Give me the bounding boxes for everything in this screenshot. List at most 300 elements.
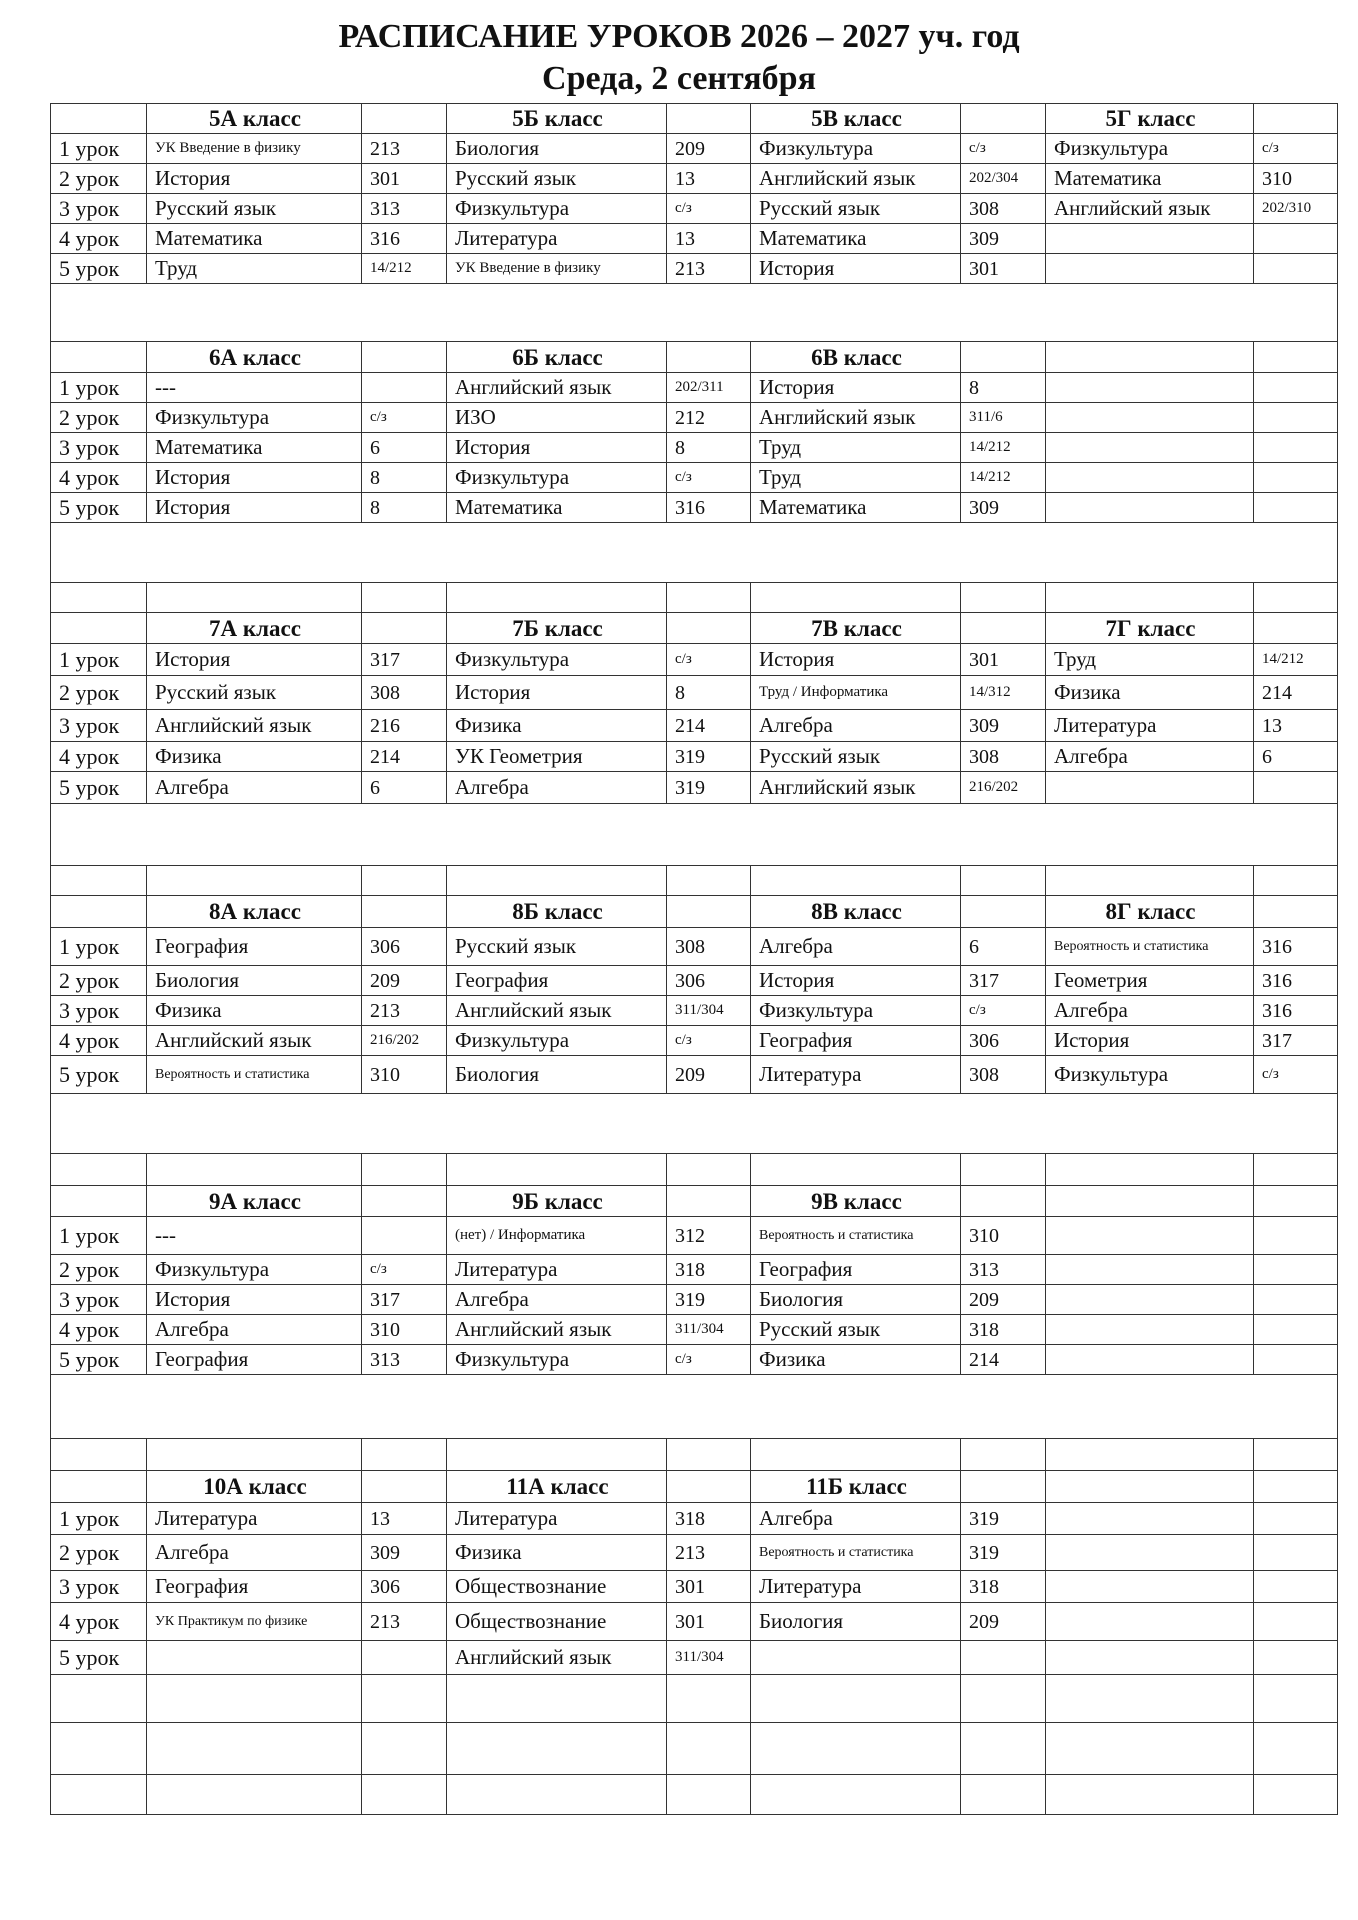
class-header-row (51, 104, 1338, 134)
spacer-cell (362, 866, 447, 896)
room-cell: 310 (961, 1217, 1046, 1255)
spacer-cell (1046, 1675, 1254, 1723)
room-cell: 202/311 (667, 373, 751, 403)
room-cell: 8 (362, 493, 447, 523)
room-cell (1254, 1571, 1338, 1603)
spacer-cell (51, 866, 147, 896)
lesson-row (51, 1641, 1338, 1675)
spacer-cell (147, 1723, 362, 1775)
room-cell: 214 (1254, 676, 1338, 710)
room-cell: 309 (362, 1535, 447, 1571)
subject-cell: Физкультура (147, 403, 362, 433)
lesson-number: 2 урок (51, 1255, 147, 1285)
room-cell: 13 (362, 1503, 447, 1535)
spacer-cell (447, 866, 667, 896)
subject-cell: Английский язык (147, 710, 362, 742)
spacer-cell (1046, 1439, 1254, 1471)
room-cell (362, 1217, 447, 1255)
lesson-number: 4 урок (51, 1026, 147, 1056)
room-header-cell (1254, 104, 1338, 134)
room-cell: 214 (961, 1345, 1046, 1375)
room-cell: 319 (667, 742, 751, 772)
lesson-number: 1 урок (51, 928, 147, 966)
room-cell: 306 (667, 966, 751, 996)
subject-cell: Английский язык (447, 996, 667, 1026)
lesson-row (51, 463, 1338, 493)
spacer-cell (51, 804, 1338, 866)
subject-cell: История (447, 676, 667, 710)
room-header-cell (667, 1471, 751, 1503)
class-name: 10А класс (147, 1471, 362, 1503)
room-cell: 317 (961, 966, 1046, 996)
subject-cell: Русский язык (751, 1315, 961, 1345)
lesson-row (51, 996, 1338, 1026)
spacer-cell (667, 1723, 751, 1775)
lesson-row (51, 493, 1338, 523)
spacer-cell (1254, 1675, 1338, 1723)
room-cell: 319 (667, 1285, 751, 1315)
spacer-cell (147, 1439, 362, 1471)
lesson-row (51, 742, 1338, 772)
class-name: 9Б класс (447, 1186, 667, 1217)
subject-cell: Физика (1046, 676, 1254, 710)
spacer-cell (51, 523, 1338, 583)
subject-cell: Английский язык (447, 373, 667, 403)
spacer-cell (147, 866, 362, 896)
spacer-cell (1046, 866, 1254, 896)
room-header-cell (362, 1186, 447, 1217)
lesson-number: 5 урок (51, 254, 147, 284)
subject-cell: История (447, 433, 667, 463)
subject-cell: Английский язык (1046, 194, 1254, 224)
subject-cell: История (147, 463, 362, 493)
spacer-row (51, 1723, 1338, 1775)
subject-cell: Алгебра (447, 772, 667, 804)
subject-cell: География (751, 1026, 961, 1056)
spacer-cell (961, 1154, 1046, 1186)
room-cell: 317 (362, 644, 447, 676)
subject-cell: Биология (147, 966, 362, 996)
room-cell (1254, 1285, 1338, 1315)
subject-cell: География (147, 928, 362, 966)
lesson-number: 2 урок (51, 164, 147, 194)
room-cell: 6 (1254, 742, 1338, 772)
subject-cell (1046, 463, 1254, 493)
lesson-number: 1 урок (51, 1217, 147, 1255)
class-header-row (51, 342, 1338, 373)
spacer-row (51, 1094, 1338, 1154)
room-cell: 301 (961, 644, 1046, 676)
spacer-row (51, 1154, 1338, 1186)
subject-cell: Литература (447, 224, 667, 254)
spacer-cell (667, 1154, 751, 1186)
room-cell: 209 (961, 1285, 1046, 1315)
lesson-number: 3 урок (51, 1285, 147, 1315)
room-cell: 14/212 (362, 254, 447, 284)
room-cell: 13 (667, 164, 751, 194)
class-name: 5В класс (751, 104, 961, 134)
class-name: 6Б класс (447, 342, 667, 373)
spacer-row (51, 1375, 1338, 1439)
lesson-row (51, 1285, 1338, 1315)
subject-cell: Биология (447, 134, 667, 164)
spacer-cell (51, 1675, 147, 1723)
subject-cell: Физкультура (447, 194, 667, 224)
class-name: 7В класс (751, 613, 961, 644)
room-header-cell (667, 342, 751, 373)
room-cell: 216/202 (362, 1026, 447, 1056)
subject-cell: Вероятность и статистика (751, 1217, 961, 1255)
room-cell (1254, 1315, 1338, 1345)
lesson-number: 3 урок (51, 1571, 147, 1603)
subject-cell: Физкультура (1046, 1056, 1254, 1094)
class-name: 6В класс (751, 342, 961, 373)
spacer-cell (1254, 1154, 1338, 1186)
room-cell: 310 (362, 1315, 447, 1345)
subject-cell: Геометрия (1046, 966, 1254, 996)
room-cell: 14/212 (961, 463, 1046, 493)
lesson-number: 5 урок (51, 772, 147, 804)
lesson-number: 3 урок (51, 710, 147, 742)
lesson-number: 2 урок (51, 966, 147, 996)
room-cell: 216 (362, 710, 447, 742)
spacer-row (51, 804, 1338, 866)
class-name: 5Г класс (1046, 104, 1254, 134)
subject-cell: История (1046, 1026, 1254, 1056)
spacer-cell (1046, 1723, 1254, 1775)
page-title: РАСПИСАНИЕ УРОКОВ 2026 – 2027 уч. год (338, 18, 1020, 55)
subject-cell: Труд (1046, 644, 1254, 676)
room-cell (1254, 463, 1338, 493)
spacer-cell (447, 583, 667, 613)
room-cell: 308 (961, 194, 1046, 224)
subject-cell: Английский язык (751, 403, 961, 433)
subject-cell: География (147, 1571, 362, 1603)
lesson-row (51, 1535, 1338, 1571)
spacer-cell (1254, 583, 1338, 613)
lesson-number: 5 урок (51, 1056, 147, 1094)
room-header-cell (1254, 1471, 1338, 1503)
class-header-row (51, 613, 1338, 644)
subject-cell: Алгебра (751, 710, 961, 742)
room-header-cell (1254, 896, 1338, 928)
spacer-cell (667, 1439, 751, 1471)
room-cell: 308 (362, 676, 447, 710)
room-header-cell (1254, 1186, 1338, 1217)
room-cell: 6 (362, 433, 447, 463)
subject-cell (1046, 403, 1254, 433)
room-cell (1254, 1603, 1338, 1641)
subject-cell: Русский язык (147, 194, 362, 224)
lesson-row (51, 1603, 1338, 1641)
subject-cell (1046, 433, 1254, 463)
lesson-row (51, 644, 1338, 676)
subject-cell (1046, 1503, 1254, 1535)
lesson-number: 1 урок (51, 644, 147, 676)
room-cell: 311/304 (667, 996, 751, 1026)
spacer-cell (751, 1154, 961, 1186)
subject-cell: Физика (147, 996, 362, 1026)
lesson-number: 3 урок (51, 194, 147, 224)
lesson-row (51, 1345, 1338, 1375)
class-name: 11Б класс (751, 1471, 961, 1503)
subject-cell: География (447, 966, 667, 996)
room-cell: 214 (667, 710, 751, 742)
room-header-cell (362, 104, 447, 134)
lesson-row (51, 164, 1338, 194)
room-cell (1254, 1503, 1338, 1535)
room-header-cell (961, 1471, 1046, 1503)
subject-cell: Литература (447, 1255, 667, 1285)
room-cell (1254, 1345, 1338, 1375)
lesson-row (51, 1255, 1338, 1285)
subject-cell: Литература (751, 1571, 961, 1603)
room-cell: 13 (1254, 710, 1338, 742)
subject-cell: Математика (147, 224, 362, 254)
spacer-cell (751, 866, 961, 896)
subject-cell: Физика (447, 710, 667, 742)
lesson-number: 2 урок (51, 676, 147, 710)
lesson-row (51, 1571, 1338, 1603)
room-cell: 209 (667, 1056, 751, 1094)
room-cell: 311/304 (667, 1641, 751, 1675)
spacer-cell (961, 1675, 1046, 1723)
room-header-cell (667, 104, 751, 134)
room-cell: 213 (667, 254, 751, 284)
spacer-cell (51, 1723, 147, 1775)
subject-cell: Вероятность и статистика (147, 1056, 362, 1094)
subject-cell: История (147, 644, 362, 676)
subject-cell: Литература (1046, 710, 1254, 742)
room-cell: 316 (1254, 928, 1338, 966)
spacer-cell (362, 1723, 447, 1775)
room-header-cell (667, 613, 751, 644)
room-cell (1254, 224, 1338, 254)
room-cell: 213 (362, 134, 447, 164)
room-cell (1254, 1217, 1338, 1255)
subject-cell: Физкультура (447, 1345, 667, 1375)
room-cell: 308 (961, 1056, 1046, 1094)
subject-cell: (нет) / Информатика (447, 1217, 667, 1255)
subject-cell: Русский язык (447, 164, 667, 194)
subject-cell: Алгебра (147, 772, 362, 804)
subject-cell: Алгебра (751, 1503, 961, 1535)
lesson-number: 1 урок (51, 134, 147, 164)
spacer-cell (51, 1439, 147, 1471)
room-cell: 6 (961, 928, 1046, 966)
spacer-row (51, 523, 1338, 583)
spacer-cell (362, 1154, 447, 1186)
lesson-row (51, 254, 1338, 284)
subject-cell: Алгебра (1046, 996, 1254, 1026)
room-cell: 311/304 (667, 1315, 751, 1345)
subject-cell: Труд (147, 254, 362, 284)
lesson-row (51, 224, 1338, 254)
room-cell: 309 (961, 224, 1046, 254)
room-cell: 310 (1254, 164, 1338, 194)
subject-cell: Русский язык (751, 742, 961, 772)
subject-cell (1046, 1641, 1254, 1675)
lesson-number: 1 урок (51, 1503, 147, 1535)
room-cell: 308 (667, 928, 751, 966)
subject-cell: Английский язык (147, 1026, 362, 1056)
room-cell (1254, 772, 1338, 804)
spacer-cell (751, 1723, 961, 1775)
lesson-number: 5 урок (51, 493, 147, 523)
room-cell: 319 (961, 1535, 1046, 1571)
class-name: 7Г класс (1046, 613, 1254, 644)
lesson-row (51, 676, 1338, 710)
subject-cell (1046, 1535, 1254, 1571)
spacer-cell (447, 1154, 667, 1186)
room-cell: 318 (667, 1255, 751, 1285)
class-name: 6А класс (147, 342, 362, 373)
room-cell: 301 (667, 1571, 751, 1603)
subject-cell (1046, 1345, 1254, 1375)
room-cell: 8 (667, 676, 751, 710)
class-name: 8А класс (147, 896, 362, 928)
subject-cell: Обществознание (447, 1571, 667, 1603)
subject-cell: Труд (751, 433, 961, 463)
subject-cell: Алгебра (751, 928, 961, 966)
lesson-row (51, 433, 1338, 463)
room-cell: 310 (362, 1056, 447, 1094)
spacer-cell (147, 1154, 362, 1186)
room-cell: с/з (362, 1255, 447, 1285)
spacer-cell (751, 1675, 961, 1723)
room-cell: 318 (961, 1571, 1046, 1603)
spacer-cell (51, 1154, 147, 1186)
lesson-row (51, 1315, 1338, 1345)
subject-cell: География (147, 1345, 362, 1375)
subject-cell (147, 1641, 362, 1675)
spacer-row (51, 583, 1338, 613)
lesson-number: 4 урок (51, 224, 147, 254)
spacer-cell (1046, 1775, 1254, 1815)
subject-cell: УК Практикум по физике (147, 1603, 362, 1641)
spacer-cell (961, 1723, 1046, 1775)
room-cell: 319 (961, 1503, 1046, 1535)
room-cell: 209 (362, 966, 447, 996)
room-cell: 202/304 (961, 164, 1046, 194)
spacer-cell (751, 583, 961, 613)
spacer-cell (447, 1675, 667, 1723)
subject-cell: Литература (447, 1503, 667, 1535)
subject-cell (1046, 254, 1254, 284)
lesson-row (51, 1217, 1338, 1255)
room-cell (961, 1641, 1046, 1675)
subject-cell: География (751, 1255, 961, 1285)
room-cell: с/з (667, 194, 751, 224)
corner-cell (51, 896, 147, 928)
room-cell: 316 (362, 224, 447, 254)
room-cell (1254, 403, 1338, 433)
room-cell (1254, 1535, 1338, 1571)
spacer-cell (667, 866, 751, 896)
room-cell: 8 (667, 433, 751, 463)
subject-cell: ИЗО (447, 403, 667, 433)
subject-cell: История (751, 254, 961, 284)
class-name: 8Б класс (447, 896, 667, 928)
room-cell (362, 1641, 447, 1675)
subject-cell: Литература (751, 1056, 961, 1094)
lesson-row (51, 1503, 1338, 1535)
subject-cell: Физика (447, 1535, 667, 1571)
room-cell: 216/202 (961, 772, 1046, 804)
class-name: 11А класс (447, 1471, 667, 1503)
class-name: 8Г класс (1046, 896, 1254, 928)
subject-cell: Литература (147, 1503, 362, 1535)
subject-cell (1046, 1315, 1254, 1345)
room-cell (362, 373, 447, 403)
room-cell: 301 (961, 254, 1046, 284)
corner-cell (51, 613, 147, 644)
class-name: 9В класс (751, 1186, 961, 1217)
room-cell: 316 (1254, 996, 1338, 1026)
subject-cell: Математика (751, 224, 961, 254)
room-cell (1254, 1255, 1338, 1285)
room-cell: 313 (362, 1345, 447, 1375)
subject-cell: Вероятность и статистика (751, 1535, 961, 1571)
lesson-number: 5 урок (51, 1345, 147, 1375)
spacer-cell (447, 1775, 667, 1815)
subject-cell: Труд / Информатика (751, 676, 961, 710)
subject-cell (1046, 224, 1254, 254)
spacer-cell (362, 1775, 447, 1815)
room-cell: 309 (961, 493, 1046, 523)
corner-cell (51, 104, 147, 134)
room-cell: 301 (362, 164, 447, 194)
room-cell: с/з (961, 996, 1046, 1026)
room-cell: 308 (961, 742, 1046, 772)
subject-cell: Русский язык (447, 928, 667, 966)
subject-cell: УК Геометрия (447, 742, 667, 772)
subject-cell: УК Введение в физику (447, 254, 667, 284)
room-cell: 316 (667, 493, 751, 523)
room-header-cell (961, 896, 1046, 928)
subject-cell: Математика (751, 493, 961, 523)
subject-cell: --- (147, 1217, 362, 1255)
subject-cell (751, 1641, 961, 1675)
room-cell: 14/212 (1254, 644, 1338, 676)
room-cell: 202/310 (1254, 194, 1338, 224)
room-cell: 316 (1254, 966, 1338, 996)
room-header-cell (1254, 613, 1338, 644)
subject-cell: Физкультура (447, 1026, 667, 1056)
spacer-cell (1254, 1723, 1338, 1775)
room-cell: 313 (961, 1255, 1046, 1285)
subject-cell (1046, 1255, 1254, 1285)
spacer-cell (51, 284, 1338, 342)
lesson-number: 4 урок (51, 463, 147, 493)
subject-cell: Русский язык (147, 676, 362, 710)
lesson-row (51, 373, 1338, 403)
lesson-row (51, 928, 1338, 966)
spacer-row (51, 284, 1338, 342)
lesson-row (51, 1026, 1338, 1056)
spacer-cell (51, 1775, 147, 1815)
subject-cell: История (147, 164, 362, 194)
subject-cell: Алгебра (447, 1285, 667, 1315)
spacer-cell (1254, 1439, 1338, 1471)
subject-cell: Русский язык (751, 194, 961, 224)
spacer-cell (961, 866, 1046, 896)
lesson-row (51, 134, 1338, 164)
corner-cell (51, 1186, 147, 1217)
spacer-cell (147, 583, 362, 613)
subject-cell: Физкультура (447, 644, 667, 676)
class-header-row (51, 896, 1338, 928)
